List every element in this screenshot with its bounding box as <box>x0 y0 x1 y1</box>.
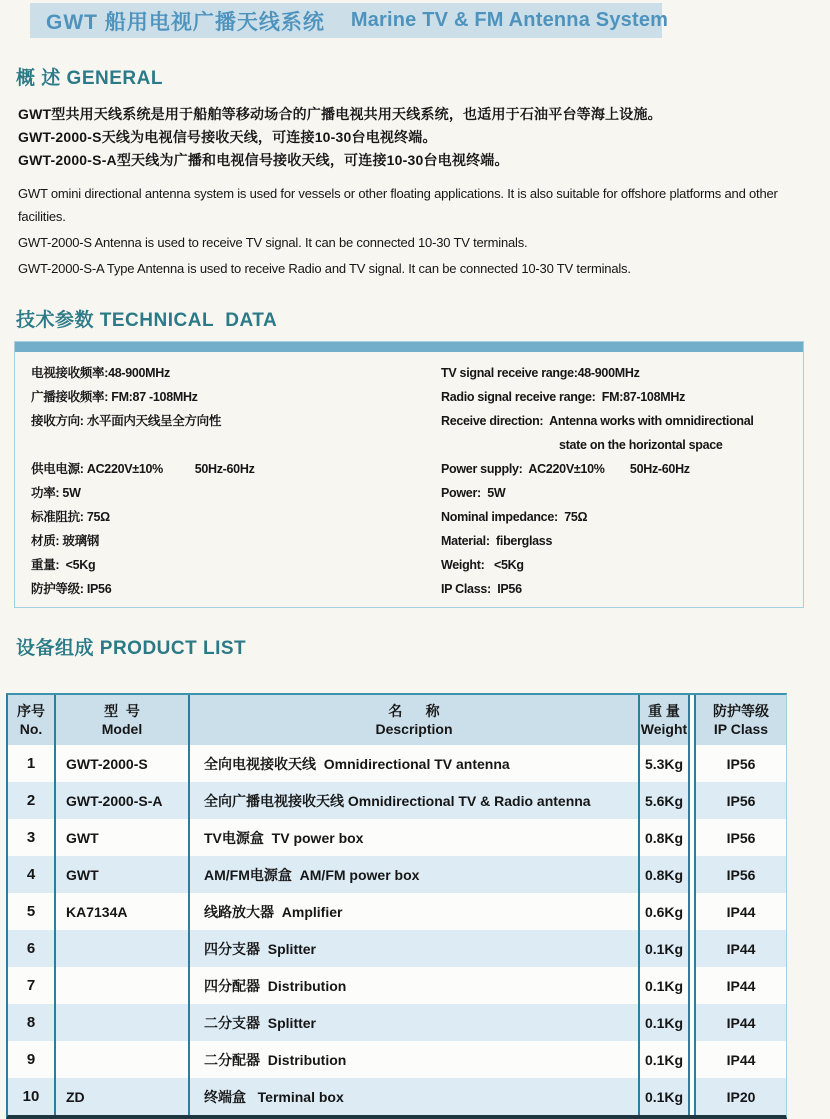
section-heading-technical-data: 技术参数 TECHNICAL DATA <box>16 310 278 331</box>
cell-ip-class: IP56 <box>694 745 786 782</box>
cell-model: GWT-2000-S <box>54 745 188 782</box>
cell-ip-class: IP56 <box>694 819 786 856</box>
table-row <box>8 967 786 1004</box>
cell-weight: 0.8Kg <box>638 819 690 856</box>
paragraph-zh: GWT-2000-S-A型天线为广播和电视信号接收天线，可连接10-30台电视终端。 <box>18 152 509 168</box>
cell-weight: 5.6Kg <box>638 782 690 819</box>
cell-no: 4 <box>26 866 36 883</box>
technical-specs-chinese <box>15 361 441 601</box>
spec-line-continuation: state on the horizontal space <box>559 438 723 452</box>
technical-specs-english <box>441 361 803 601</box>
spec-line: Weight: <5Kg <box>441 558 524 572</box>
cell-description: 二分配器 Distribution <box>188 1041 638 1078</box>
spec-line: 标准阻抗: 75Ω <box>31 510 110 524</box>
section-heading-product-list: 设备组成 PRODUCT LIST <box>16 638 247 659</box>
table-row <box>8 893 786 930</box>
paragraph-en: GWT omini directional antenna system is used for vessels or other floating applications. It is also suitable for offshore platforms and other facilities. <box>18 186 778 224</box>
table-row <box>8 856 786 893</box>
cell-model: GWT <box>54 856 188 893</box>
cell-model: GWT <box>54 819 188 856</box>
cell-description: 四分配器 Distribution <box>188 967 638 1004</box>
header-cell-ip-class: 防护等级 IP Class <box>694 695 786 745</box>
spec-line: Power: 5W <box>441 486 506 500</box>
spec-line: 防护等级: IP56 <box>31 582 112 596</box>
spec-line: IP Class: IP56 <box>441 582 522 596</box>
technical-box-top-bar <box>15 342 803 352</box>
cell-model <box>54 967 188 1004</box>
cell-no: 1 <box>26 755 36 772</box>
cell-model <box>54 1041 188 1078</box>
cell-no: 10 <box>22 1088 40 1105</box>
cell-description: 线路放大器 Amplifier <box>188 893 638 930</box>
cell-weight: 0.8Kg <box>638 856 690 893</box>
cell-description: 二分支器 Splitter <box>188 1004 638 1041</box>
cell-description: 全向广播电视接收天线 Omnidirectional TV & Radio antenna <box>188 782 638 819</box>
cell-model: KA7134A <box>54 893 188 930</box>
cell-model: GWT-2000-S-A <box>54 782 188 819</box>
cell-model <box>54 930 188 967</box>
table-row <box>8 782 786 819</box>
spec-line: Receive direction: Antenna works with omnidirectional <box>441 414 754 428</box>
cell-weight: 5.3Kg <box>638 745 690 782</box>
spec-line: 接收方向: 水平面内天线呈全方向性 <box>31 414 222 428</box>
paragraph-en: GWT-2000-S-A Type Antenna is used to receive Radio and TV signal. It can be connected 10-30 TV terminals. <box>18 261 631 276</box>
spec-line: 重量: <5Kg <box>31 558 96 572</box>
header-cell-no: 序号 No. <box>17 703 45 737</box>
cell-weight: 0.1Kg <box>638 1004 690 1041</box>
paragraph-zh: GWT型共用天线系统是用于船舶等移动场合的广播电视共用天线系统，也适用于石油平台等海上设施。 <box>18 106 662 122</box>
product-list-table <box>6 693 787 1119</box>
table-row <box>8 1004 786 1041</box>
cell-weight: 0.1Kg <box>638 967 690 1004</box>
page-title-english: Marine TV & FM Antenna System <box>350 9 669 31</box>
spec-line: 供电电源: AC220V±10% 50Hz-60Hz <box>31 462 255 476</box>
paragraph-zh: GWT-2000-S天线为电视信号接收天线，可连接10-30台电视终端。 <box>18 129 437 145</box>
header-cell-weight: 重 量 Weight <box>638 695 690 745</box>
spec-line: Nominal impedance: 75Ω <box>441 510 588 524</box>
page-title-chinese: GWT 船用电视广播天线系统 <box>46 10 325 34</box>
table-row <box>8 1041 786 1078</box>
cell-no: 5 <box>26 903 36 920</box>
cell-description: 终端盒 Terminal box <box>188 1078 638 1115</box>
cell-ip-class: IP44 <box>694 1041 786 1078</box>
spec-line: Material: fiberglass <box>441 534 553 548</box>
spec-line <box>31 433 441 457</box>
cell-description: TV电源盒 TV power box <box>188 819 638 856</box>
technical-data-box <box>14 341 804 608</box>
cell-ip-class: IP56 <box>694 782 786 819</box>
cell-no: 9 <box>26 1051 36 1068</box>
spec-line: TV signal receive range:48-900MHz <box>441 366 640 380</box>
cell-no: 7 <box>26 977 36 994</box>
cell-ip-class: IP20 <box>694 1078 786 1115</box>
cell-ip-class: IP44 <box>694 1004 786 1041</box>
general-paragraphs <box>18 103 818 280</box>
datasheet-page <box>0 3 830 1119</box>
cell-weight: 0.1Kg <box>638 930 690 967</box>
table-row <box>8 930 786 967</box>
cell-model <box>54 1004 188 1041</box>
spec-line: 材质: 玻璃钢 <box>31 534 100 548</box>
header-cell-model: 型 号 Model <box>54 695 188 745</box>
cell-no: 3 <box>26 829 36 846</box>
header-cell-description: 名 称 Description <box>188 695 638 745</box>
title-banner <box>30 3 669 38</box>
cell-ip-class: IP44 <box>694 930 786 967</box>
section-heading-general: 概 述 GENERAL <box>16 68 163 89</box>
spec-line: Power supply: AC220V±10% 50Hz-60Hz <box>441 462 690 476</box>
cell-description: 全向电视接收天线 Omnidirectional TV antenna <box>188 745 638 782</box>
cell-weight: 0.1Kg <box>638 1078 690 1115</box>
cell-ip-class: IP56 <box>694 856 786 893</box>
cell-no: 6 <box>26 940 36 957</box>
cell-model: ZD <box>54 1078 188 1115</box>
cell-ip-class: IP44 <box>694 893 786 930</box>
cell-description: 四分支器 Splitter <box>188 930 638 967</box>
table-row <box>8 1078 786 1115</box>
cell-no: 8 <box>26 1014 36 1031</box>
spec-line: 电视接收频率:48-900MHz <box>31 366 170 380</box>
cell-no: 2 <box>26 792 36 809</box>
spec-line: 功率: 5W <box>31 486 81 500</box>
cell-weight: 0.1Kg <box>638 1041 690 1078</box>
paragraph-en: GWT-2000-S Antenna is used to receive TV signal. It can be connected 10-30 TV terminals. <box>18 235 528 250</box>
cell-weight: 0.6Kg <box>638 893 690 930</box>
spec-line: 广播接收频率: FM:87 -108MHz <box>31 390 198 404</box>
cell-description: AM/FM电源盒 AM/FM power box <box>188 856 638 893</box>
table-row <box>8 745 786 782</box>
cell-ip-class: IP44 <box>694 967 786 1004</box>
table-row <box>8 819 786 856</box>
spec-line: Radio signal receive range: FM:87-108MHz <box>441 390 686 404</box>
table-header-row <box>8 695 786 745</box>
